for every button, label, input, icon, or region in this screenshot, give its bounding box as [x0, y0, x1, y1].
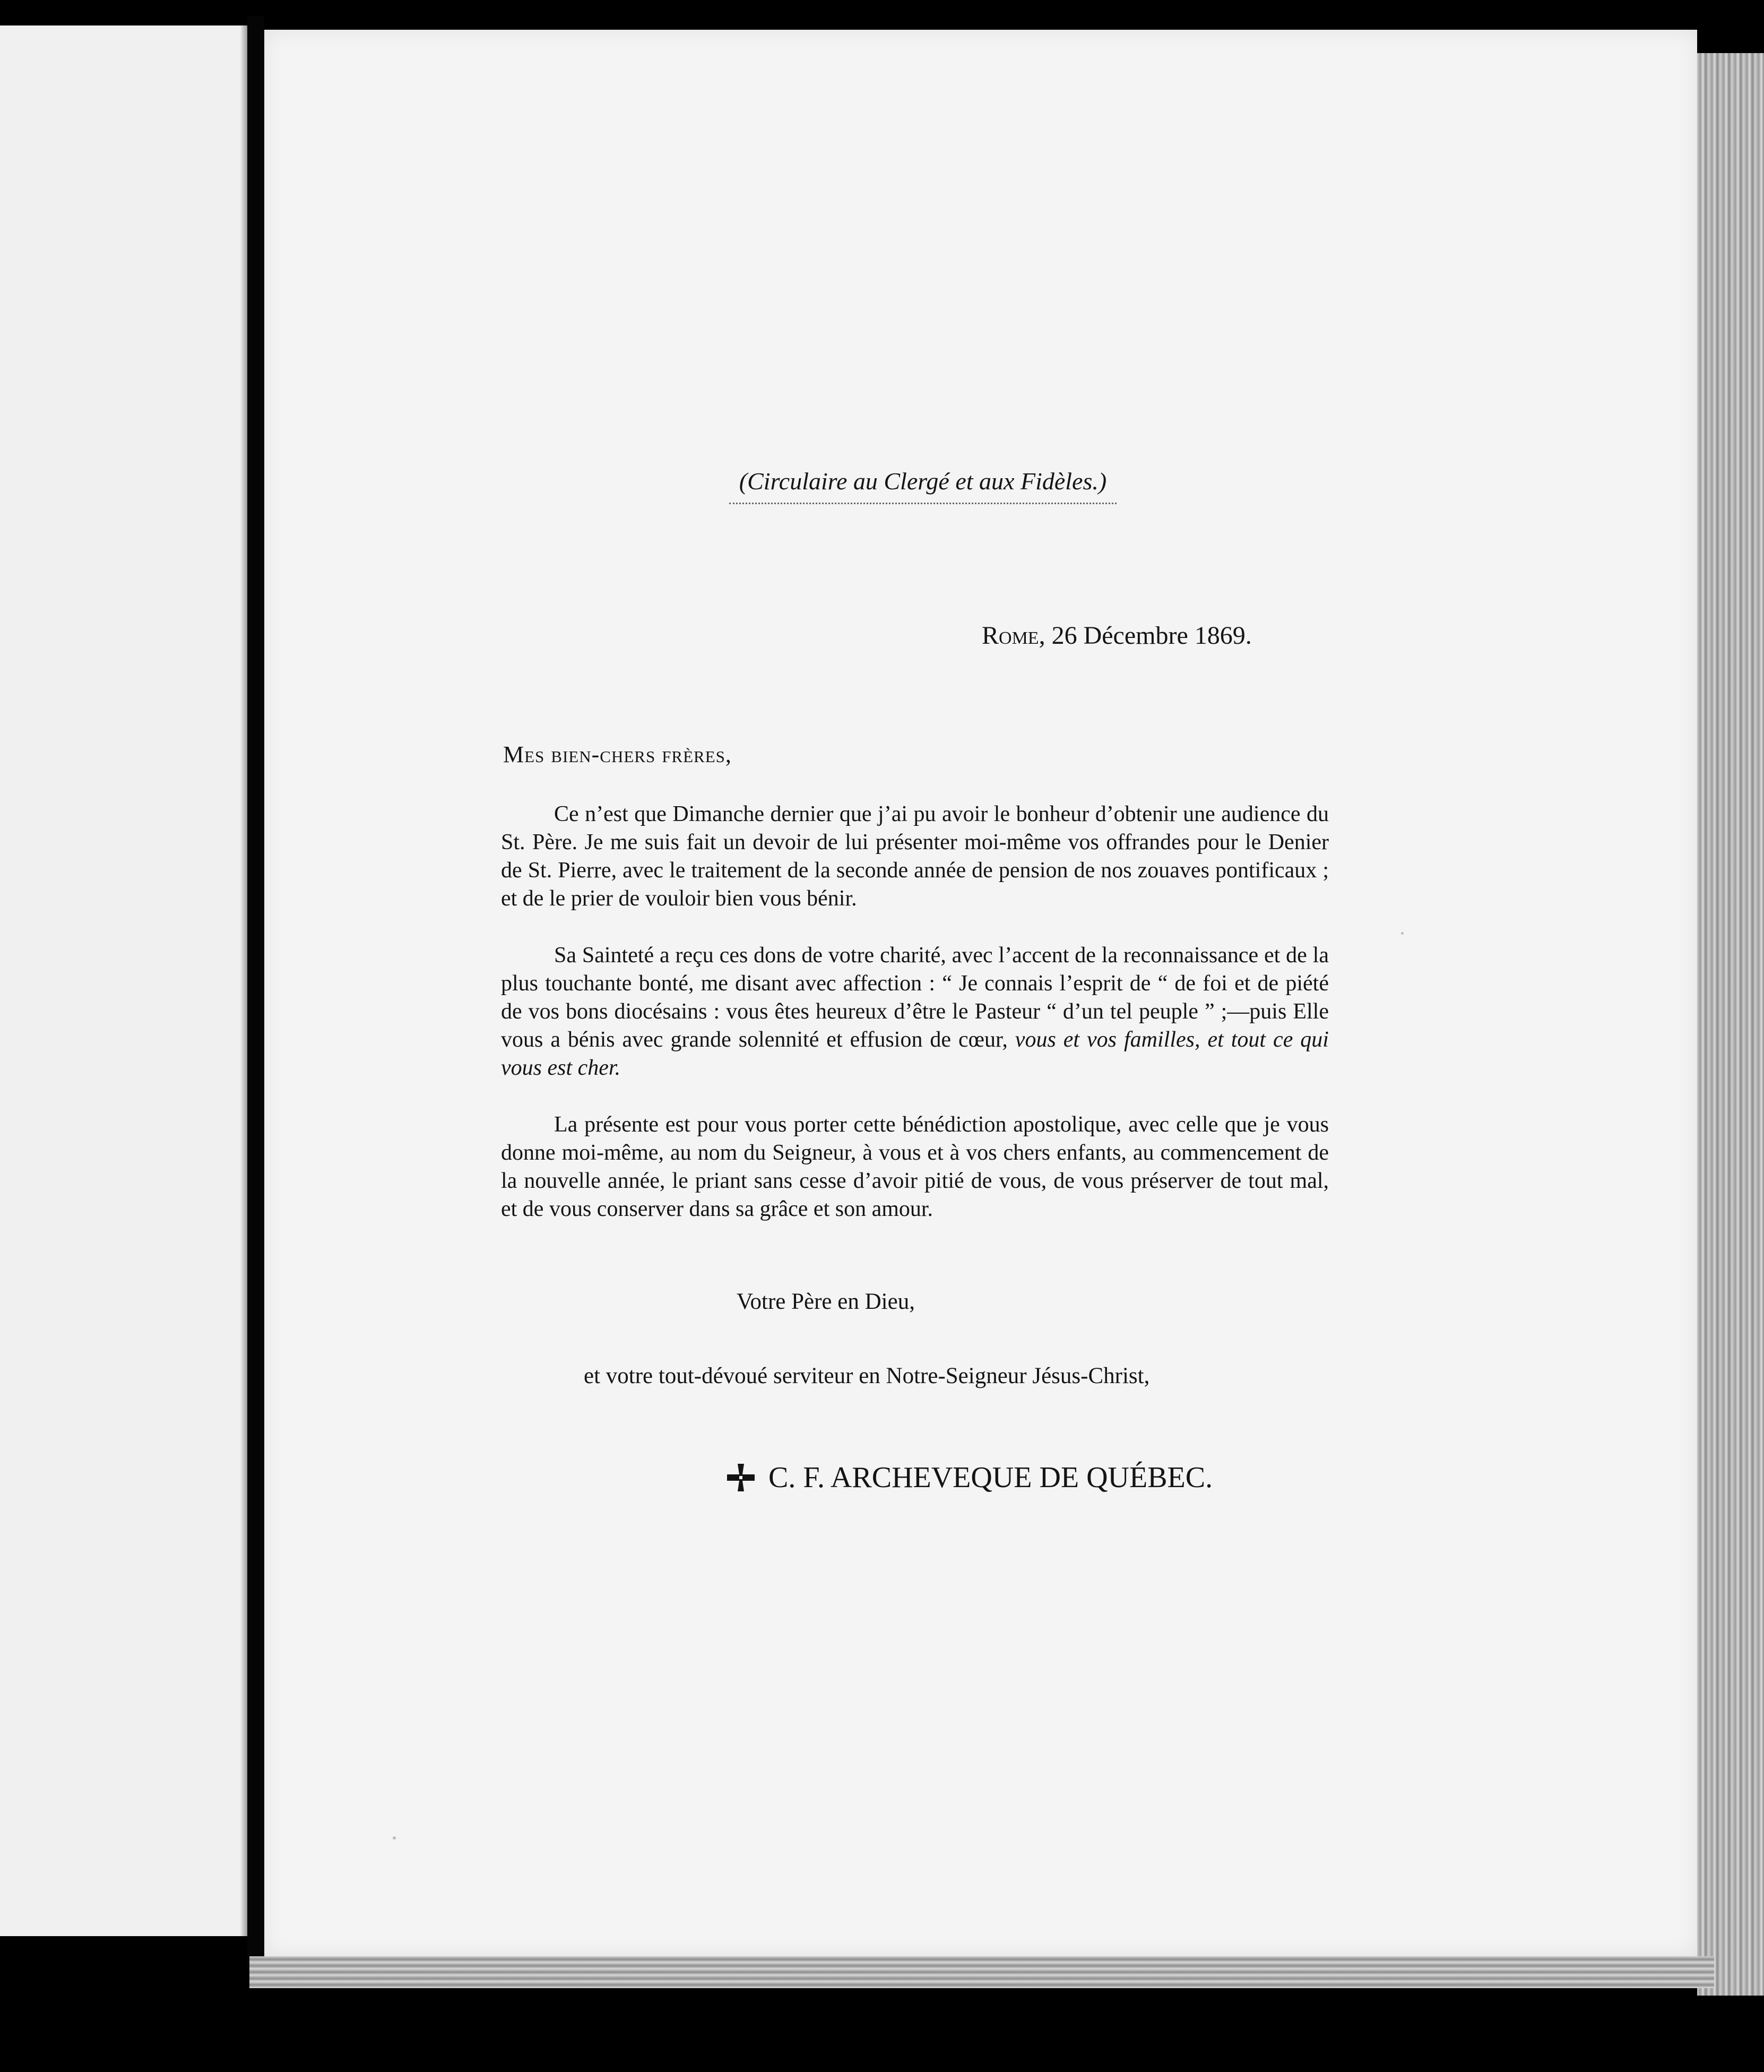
- page-edges: [1697, 53, 1764, 1996]
- dust-speck: [393, 1836, 396, 1840]
- signature-text: C. F. ARCHEVEQUE DE QUÉBEC.: [768, 1461, 1213, 1494]
- book-gutter: [247, 16, 264, 1969]
- signature: [725, 1461, 1213, 1495]
- paragraph-text: Sa Sainteté a reçu ces dons de votre charité, avec l’accent de la reconnaissance et de la plus touchante bonté, me disant avec affection : “ Je connais l’esprit de “ de foi et de piété de vos bons diocésains : vous êtes heureux d’être le Pasteur “ d’un tel peuple ” ;—puis Elle vous a bénis avec grande solennité et effusion de cœur,: [501, 943, 1329, 1052]
- bottom-page-edges: [249, 1956, 1714, 1988]
- dust-speck: [1401, 932, 1404, 935]
- cross-pattee-icon: [725, 1462, 757, 1493]
- closing-line: Votre Père en Dieu,: [737, 1289, 915, 1314]
- left-page: [0, 25, 247, 1936]
- dateline-date: , 26 Décembre 1869.: [1039, 621, 1252, 650]
- paragraph-italic-text: vous et vos familles, et tout ce qui vous est cher.: [501, 1028, 1329, 1080]
- paragraph: La présente est pour vous porter cette bénédiction apostolique, avec celle que je vous donne moi-même, au nom du Seigneur, à vous et à vos chers enfants, au commencement de la nouvelle année, le priant sans cesse d’avoir pitié de vous, de vous préserver de tout mal, et de vous conserver dans sa grâce et son amour.: [501, 1112, 1329, 1221]
- salutation: Mes bien-chers frères,: [503, 741, 732, 767]
- paragraph: [501, 942, 1329, 1082]
- paragraph: Ce n’est que Dimanche dernier que j’ai pu avoir le bonheur d’obtenir une audience du St. Père. Je me suis fait un devoir de lui présenter moi-même vos offrandes pour le Denier de St. Pierre, avec le traitement de la seconde année de pension de nos zouaves pontificaux ; et de le prier de vouloir bien vous bénir.: [501, 802, 1329, 911]
- letter-body: [501, 800, 1329, 1252]
- circular-header: (Circulaire au Clergé et aux Fidèles.): [729, 467, 1117, 504]
- dateline-place: Rome: [982, 621, 1039, 650]
- dateline: [982, 621, 1764, 650]
- closing-line-2: et votre tout-dévoué serviteur en Notre-Seigneur Jésus-Christ,: [584, 1363, 1150, 1388]
